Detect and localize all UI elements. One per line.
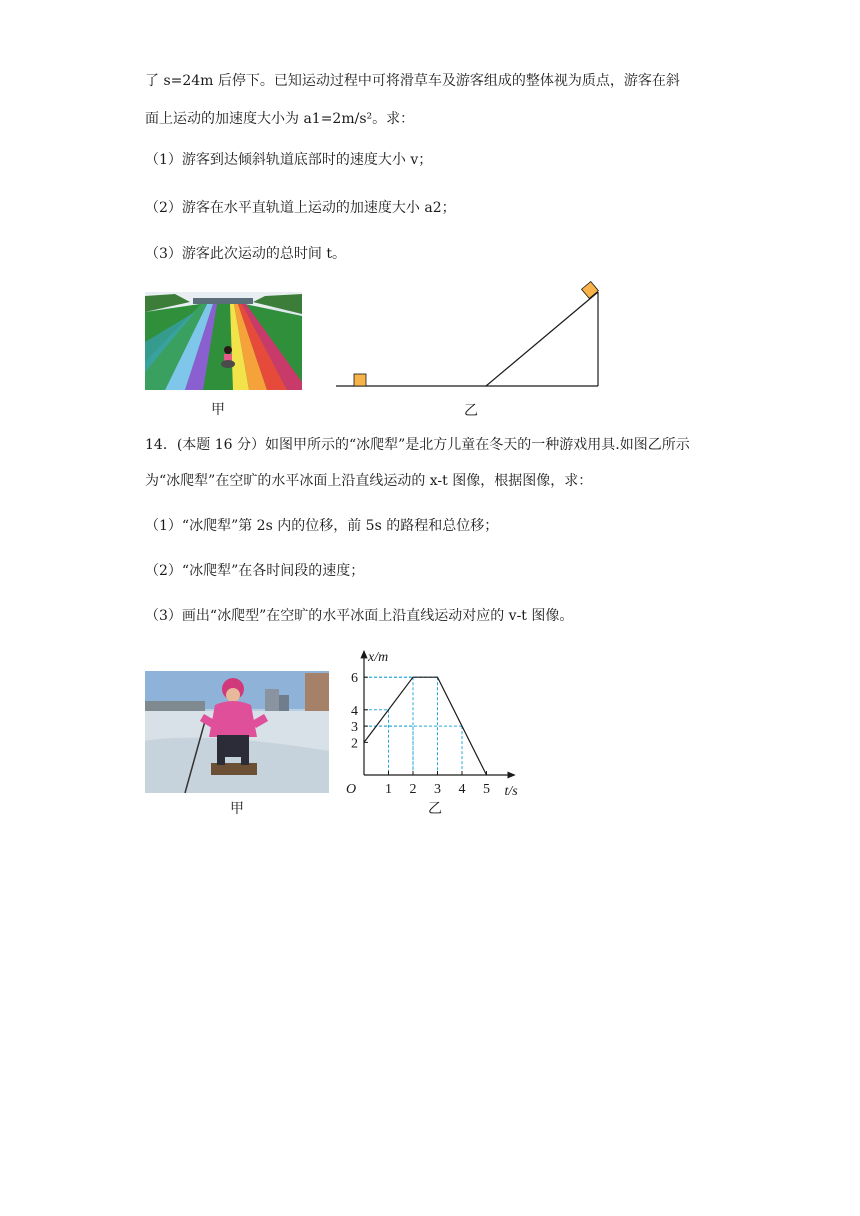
origin-label: O [346, 782, 357, 797]
q14-subquestion-2: （2）“冰爬犁”在各时间段的速度； [145, 563, 365, 579]
incline-track-diagram [330, 278, 610, 398]
grass-slide-illustration [145, 292, 302, 390]
block-on-incline [582, 282, 599, 299]
q14-line-2: 为“冰爬犁”在空旷的水平冰面上沿直线运动的 x-t 图像，根据图像，求： [145, 473, 593, 489]
q14-caption-yi: 乙 [428, 801, 442, 817]
x-tick-label: 3 [434, 782, 441, 797]
y-tick-label: 6 [351, 671, 358, 687]
x-tick-label: 2 [409, 782, 417, 797]
q13-subquestion-3: （3）游客此次运动的总时间 t。 [145, 246, 346, 262]
xt-graph [340, 645, 540, 810]
q14-subquestion-3: （3）画出“冰爬型”在空旷的水平冰面上沿直线运动对应的 v-t 图像。 [145, 608, 574, 624]
y-tick-label: 2 [351, 736, 358, 752]
inclined-track [486, 292, 598, 386]
tick-marks [351, 671, 490, 797]
ice-sled-photo [145, 671, 329, 793]
q14-line-1: 14．(本题 16 分）如图甲所示的“冰爬犁”是北方儿童在冬天的一种游戏用具.如图乙所示 [145, 437, 690, 453]
q13-subquestion-2: （2）游客在水平直轨道上运动的加速度大小 a2； [145, 200, 456, 216]
block-on-ground [354, 374, 366, 386]
q14-caption-jia: 甲 [230, 801, 244, 817]
x-tick-label: 4 [458, 782, 466, 797]
q13-caption-yi: 乙 [464, 403, 478, 419]
guide-lines [364, 677, 462, 775]
x-tick-label: 1 [385, 782, 392, 797]
ice-sled-illustration [145, 671, 329, 793]
x-tick-label: 5 [483, 782, 490, 797]
q13-line-2: 面上运动的加速度大小为 a1=2m/s²。求： [145, 111, 415, 127]
y-tick-label: 4 [351, 703, 358, 719]
x-axis-label: t/s [504, 784, 518, 799]
q13-line-1: 了 s=24m 后停下。已知运动过程中可将滑草车及游客组成的整体视为质点，游客在斜 [145, 73, 680, 89]
grass-slide-photo [145, 292, 302, 390]
q13-caption-jia: 甲 [211, 402, 225, 418]
q13-subquestion-1: （1）游客到达倾斜轨道底部时的速度大小 v； [145, 152, 433, 168]
y-axis-label: x/m [368, 650, 389, 666]
q14-subquestion-1: （1）“冰爬犁”第 2s 内的位移，前 5s 的路程和总位移； [145, 518, 499, 534]
y-tick-label: 3 [351, 720, 358, 736]
